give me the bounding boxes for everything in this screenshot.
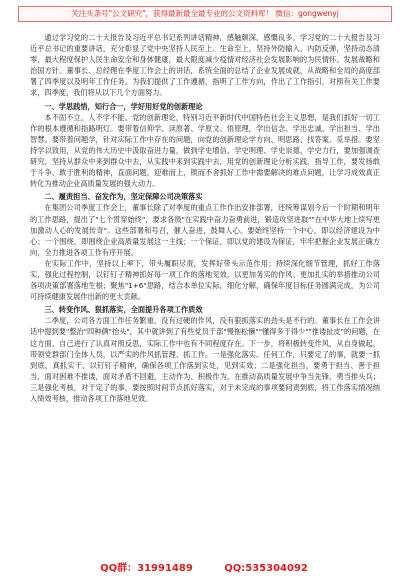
section-heading-3: 三、转变作风、狠抓落实，全面提升各项工作质效 <box>44 305 203 315</box>
section-2-paragraph-2: 在实际工作中，坚持以上率下，带头履职尽责，发挥好带头示范作用；持续深化细节管理，抓好工作落实，强化过程控制，以钉钉子精神抓好每一项工作的落地见效，以更加务实的作风、更加扎实的举措推动公司各项决策部署落地生根；聚焦"1+6"思路，结合本单位实际，细化分解，确保年度目标任务圆满完成，为公司可持续健康发展作出新的更大贡献。 <box>30 258 380 302</box>
section-3-paragraph: 二季度，公司各方面工作任务繁重，没有过硬的作风，没有狠抓落实的劲头是不行的。董事长在工作会讲话中提到要"整治"四种俩"抬头"，其中就讲到了有些党员干部"慢拖松懒""懂得多干得少""推诿扯皮"的问题，在这方面，自己进行了认真对照反思，实际工作中也有不同程度存在。下一步，将积极转变作风，从自身做起，带领党群部门全体人员，以严实的作风抓管理、抓工作。一是强化落实。任何工作，只要定了的事，就要一抓到底，真抓实干，以钉钉子精神，确保各项工作落到实处，见到实效；二是强化担当，要勇于担当、善于担当，面对困难不推诿，面对矛盾不回避，主动作为、积极作为，在推动高质量发展中争当先锋、勇当排头兵；三是强化考核，对于定了的事，要按照时间节点抓好落实，对于未完成的事项要问责到底，将工作落实情况纳入绩效考核，推动各项工作落地见效。 <box>30 316 380 403</box>
promo-banner[interactable]: 关注头条号"公文研究"，获得最新最全最专业的公文资料库！ 微信：gongwenyj <box>18 6 392 22</box>
contact-footer <box>0 559 408 574</box>
section-heading-1: 一、学思践悟，知行合一，学好用好党的创新理论 <box>44 101 203 111</box>
section-heading-2: 二、履责担当、奋发作为，坚定保障公司决策落实 <box>44 192 203 202</box>
document-body <box>30 32 380 552</box>
section-2-paragraph-1: 在集团公司季度工作会上，董事长除了对季度的重点工作作出安排部署，还统筹谋划今后一个时期和明年的工作思路，提出了"七个贯穿始终"，要求各级"在实践中奋力奋勇前进，锻造攻坚进取""在中华大地上续写更加激动人心的发展传奇"。这些部署和号召，催人奋进，鼓舞人心。要始终坚持一个中心，即以经济建设为中心；一个围绕，即围绕企业高质量发展这一主线；一个保证，即以党的建设为保证，牢牢把握企业发展正确方向，全力推进各项工作有序开展。 <box>30 203 380 257</box>
intro-paragraph: 通过学习党的二十大报告及习近平总书记系列讲话精神，感触颇深，感慨良多。学习党的二十大报告及习近平总书记的重要讲话，充分彰显了党中央坚持人民至上、生命至上，坚持外防输入、内防反弹，坚持动态清零，最大程度保护人民生命安全和身体健康，最大限度减少疫情对经济社会发展影响的为民情怀、发展战略和治国方针。董事长、总经理在季度工作会上的讲话，系统全面的总结了企业发展成就，从战略和全局的高度部署了四季度以及明年工作任务，为我们提供了工作遵循，指明了工作方向，作出了工作指引，对照有关工作要求，四季度，我们将从以下几个方面努力。 <box>30 33 380 98</box>
qq-text: QQ:535304092 <box>224 563 308 574</box>
section-1-paragraph: 本不固不立，人不学不能。党的创新理论，特别习近平新时代中国特色社会主义思想，是我们抓好一切工作的根本遵循和指路明灯。要带着信仰学、读原著、学原文、悟原理，学出信念、学出忠诚、学出担当、学出智慧。要带着问题学，针对实际工作中存在的问题，向党的创新理论学方向、明思路、找答案、觅举措。要坚持学以致用，从党的伟大历史中汲取奋进力量，做到学史增信、学史明理、学史崇德、学史力行，要加强调查研究，坚持从群众中来到群众中去，从实践中来到实践中去，用党的创新理论分析实践、指导工作，要发扬敢于斗争、敢于胜利的精神，直面问题，迎难而上，锲而不舍抓好工作中需要解决的难点问题，让学习成效真正转化为推动企业高质量发展的强大动力。 <box>30 112 380 189</box>
qq-group-text: QQ群：31991489 <box>100 563 193 574</box>
